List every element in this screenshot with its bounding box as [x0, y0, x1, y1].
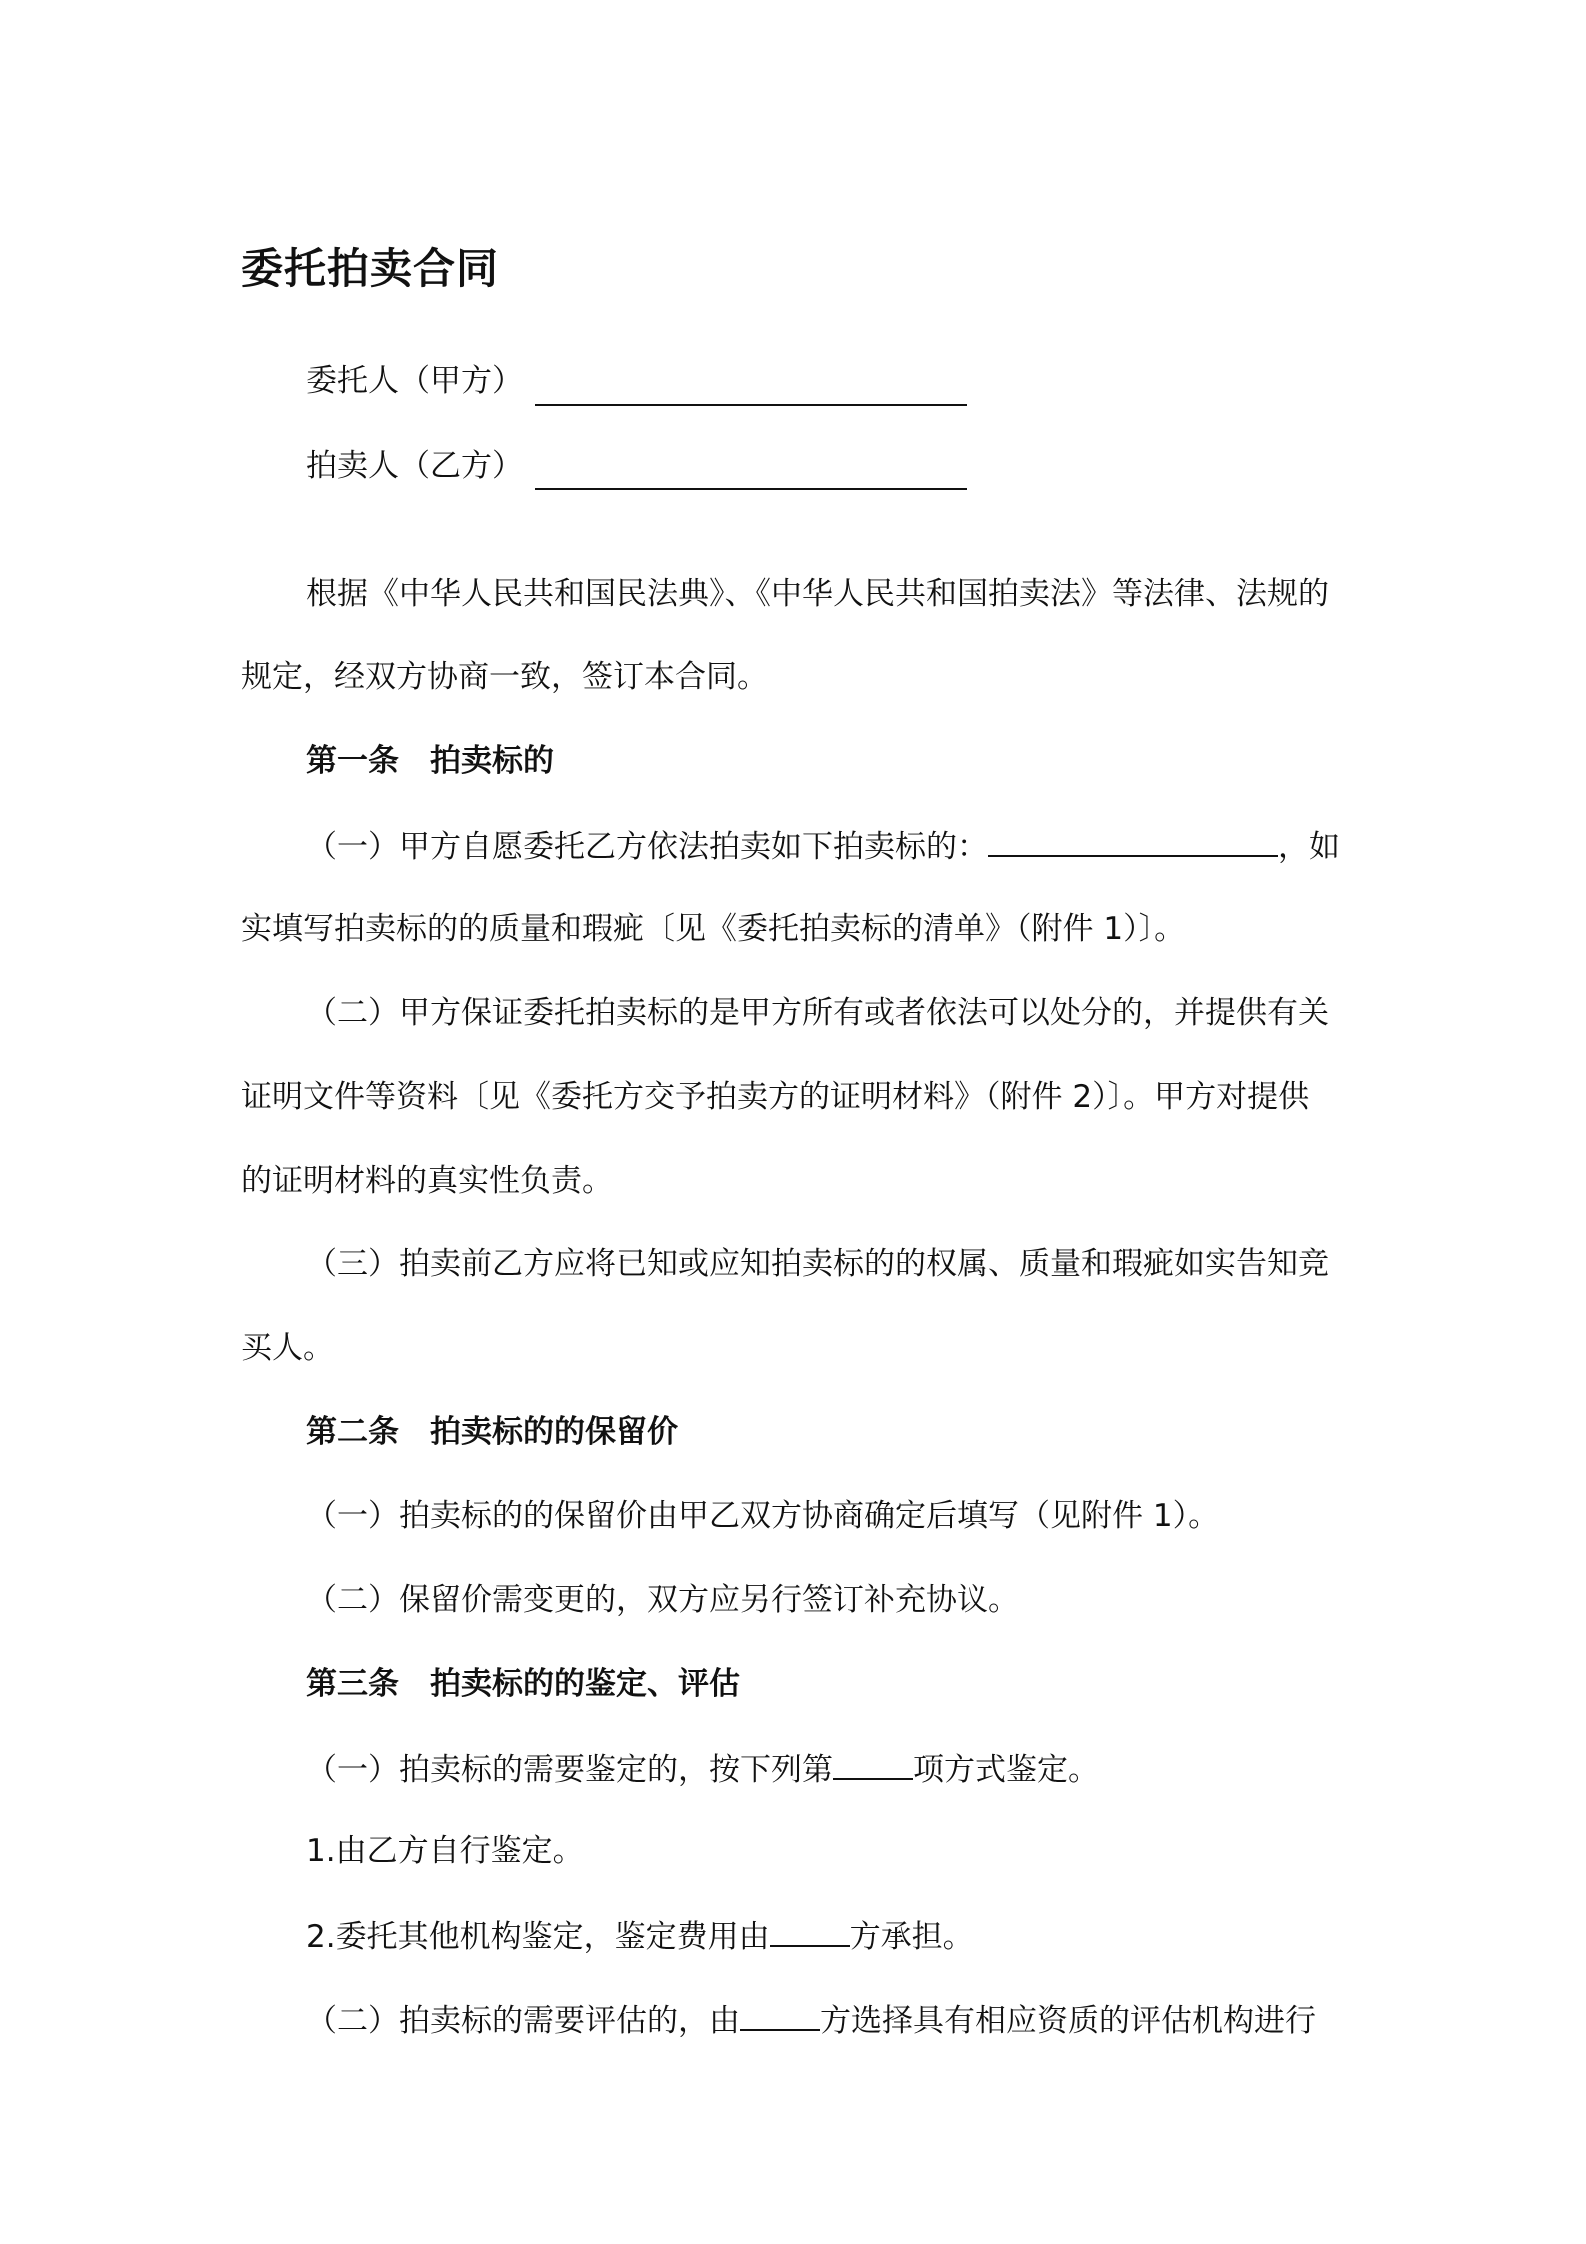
article-1-para-1-line-1	[306, 825, 1340, 867]
article-1-heading: 第一条 拍卖标的	[306, 743, 554, 779]
article-3-item-2-tail: 方承担。	[849, 1919, 974, 1955]
article-3-para-1-text: （一）拍卖标的需要鉴定的，按下列第	[306, 1752, 833, 1788]
auction-subject-blank[interactable]	[988, 825, 1278, 857]
article-2-para-1: （一）拍卖标的的保留价由甲乙双方协商确定后填写（见附件 1）。	[306, 1498, 1220, 1534]
article-1-para-2-line-1: （二）甲方保证委托拍卖标的是甲方所有或者依法可以处分的，并提供有关	[306, 995, 1329, 1031]
valuation-party-blank[interactable]	[740, 1999, 820, 2031]
appraisal-fee-party-blank[interactable]	[770, 1915, 850, 1947]
article-1-para-1-line-2: 实填写拍卖标的的质量和瑕疵〔见《委托拍卖标的清单》（附件 1）〕。	[241, 911, 1186, 947]
article-3-heading: 第三条 拍卖标的的鉴定、评估	[306, 1666, 740, 1702]
article-3-para-1-tail: 项方式鉴定。	[913, 1752, 1099, 1788]
article-3-item-2-text: 2.委托其他机构鉴定，鉴定费用由	[306, 1919, 770, 1955]
article-3-para-1	[306, 1748, 1099, 1790]
article-2-heading: 第二条 拍卖标的的保留价	[306, 1414, 678, 1450]
article-1-para-1-text: （一）甲方自愿委托乙方依法拍卖如下拍卖标的：	[306, 829, 988, 865]
article-1-para-2-line-2: 证明文件等资料〔见《委托方交予拍卖方的证明材料》（附件 2）〕。甲方对提供	[241, 1079, 1310, 1115]
article-2-para-2: （二）保留价需变更的，双方应另行签订补充协议。	[306, 1582, 1019, 1618]
party-a-blank[interactable]	[535, 404, 967, 406]
party-b-label: 拍卖人（乙方）	[306, 448, 523, 484]
article-3-item-1: 1.由乙方自行鉴定。	[306, 1833, 584, 1869]
article-3-para-2-text: （二）拍卖标的需要评估的，由	[306, 2003, 740, 2039]
article-1-para-2-line-3: 的证明材料的真实性负责。	[241, 1163, 613, 1199]
preamble-line-1: 根据《中华人民共和国民法典》、《中华人民共和国拍卖法》等法律、法规的	[306, 576, 1329, 612]
article-1-para-3-line-2: 买人。	[241, 1330, 334, 1366]
article-3-item-2	[306, 1915, 974, 1957]
appraisal-method-blank[interactable]	[833, 1748, 913, 1780]
document-title: 委托拍卖合同	[241, 244, 500, 293]
preamble-line-2: 规定，经双方协商一致，签订本合同。	[241, 659, 768, 695]
article-3-para-2	[306, 1999, 1316, 2041]
party-a-label: 委托人（甲方）	[306, 363, 523, 399]
article-1-para-1-tail: ，如	[1278, 829, 1340, 865]
party-b-blank[interactable]	[535, 488, 967, 490]
article-3-para-2-tail: 方选择具有相应资质的评估机构进行	[820, 2003, 1316, 2039]
article-1-para-3-line-1: （三）拍卖前乙方应将已知或应知拍卖标的的权属、质量和瑕疵如实告知竞	[306, 1246, 1329, 1282]
